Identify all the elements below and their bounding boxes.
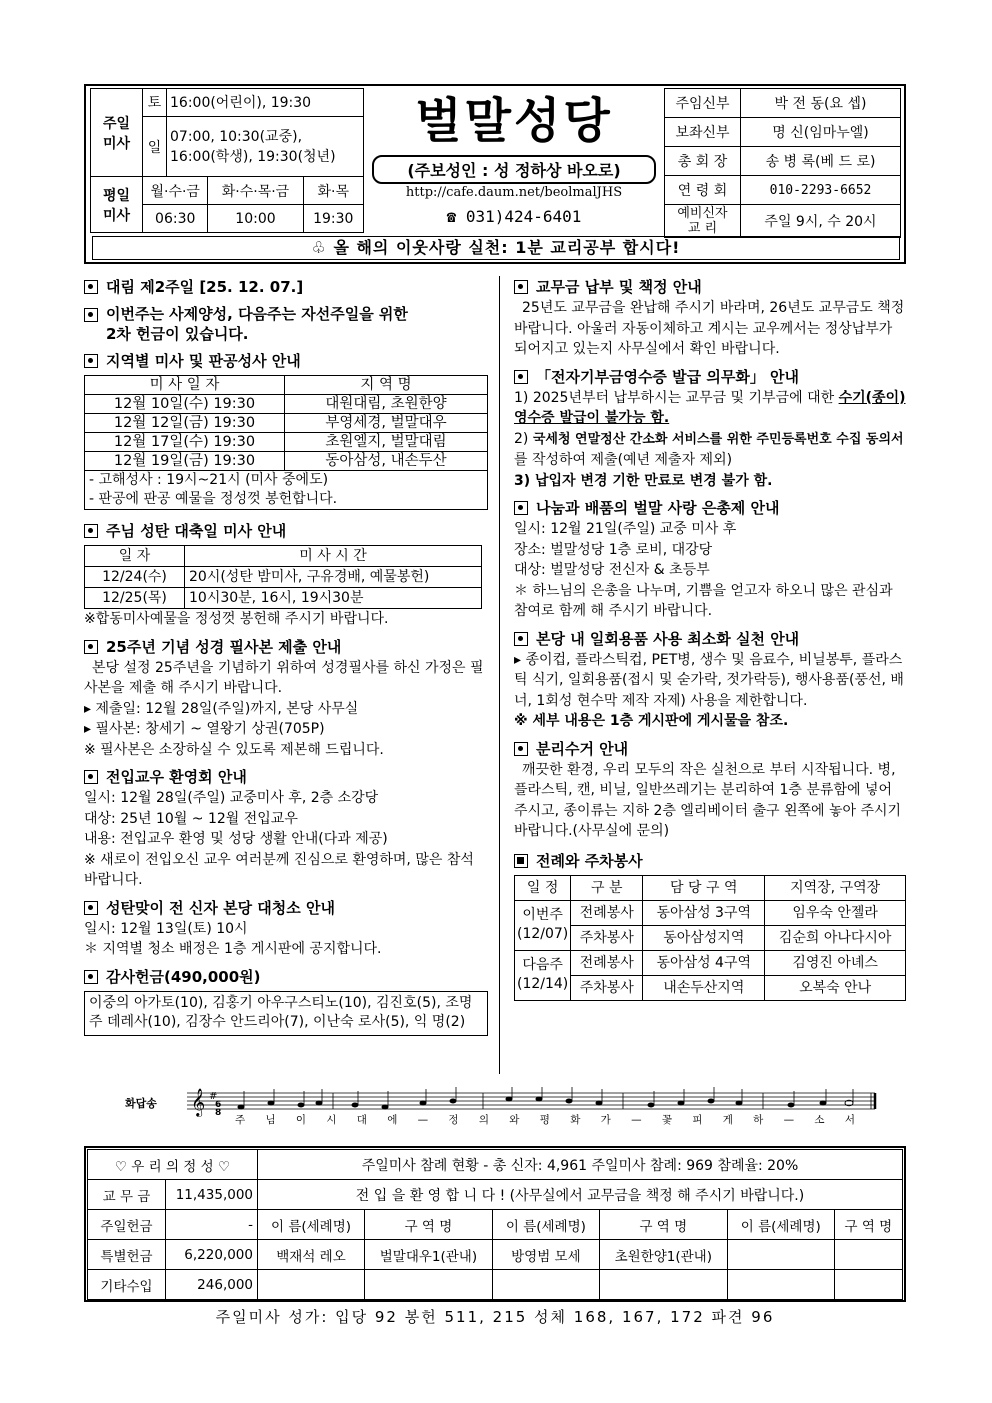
column-divider xyxy=(499,276,500,1074)
mass-schedule-table xyxy=(90,88,364,233)
disposable-note: ※ 세부 내용은 1층 게시판에 게시물을 참조. xyxy=(514,713,789,729)
cleaning-date: 일시: 12월 13일(토) 10시 xyxy=(84,920,248,937)
table-row xyxy=(85,588,482,609)
welcome-target: 대상: 25년 10월 ~ 12월 전입교우 xyxy=(84,810,298,827)
cell: 전례봉사 xyxy=(571,950,643,975)
disposable-title: 본당 내 일회용품 사용 최소화 실천 안내 xyxy=(536,629,800,648)
cell: 임우숙 안젤라 xyxy=(765,900,906,925)
left-column xyxy=(84,276,488,1036)
newcomer-cell: 초원한양1(관내) xyxy=(599,1240,727,1270)
newcomer-header: 이 름(세례명) xyxy=(258,1210,365,1240)
svg-text:6: 6 xyxy=(215,1100,222,1110)
newcomer-header: 이 름(세례명) xyxy=(492,1210,599,1240)
sun-times-line-1: 07:00, 10:30(교중), xyxy=(170,128,303,145)
receipt-2-text: 를 작성하여 제출(예년 제출자 제외) xyxy=(514,452,733,468)
table-row xyxy=(515,900,906,925)
recycle-heading xyxy=(514,738,906,760)
finance-value: 11,435,000 xyxy=(166,1180,258,1210)
welcome-content: 내용: 전입교우 환영 및 성당 생활 안내(다과 제공) xyxy=(84,831,388,847)
table-row xyxy=(85,433,488,452)
staff-name: 명 신(임마누엘) xyxy=(741,118,901,147)
cell: 12월 19일(금) 19:30 xyxy=(85,452,285,471)
newcomer-cell xyxy=(365,1270,493,1300)
sun-times-line-2: 16:00(학생), 19:30(청년) xyxy=(170,148,336,165)
cell: 전례봉사 xyxy=(571,900,643,925)
square-bullet-icon xyxy=(514,854,528,868)
receipt-item-2 xyxy=(514,429,906,471)
second-collection xyxy=(84,304,488,344)
table-row xyxy=(85,567,482,588)
psalm-lyrics: 주 님 이 시 대 에 — 정 의 와 평 화 가 — 꽃 피 게 하 — 소 서 xyxy=(235,1114,855,1126)
table-header: 일 정 xyxy=(515,875,571,900)
week-cell: 이번주 (12/07) xyxy=(515,900,571,950)
cell: 초원엘지, 벌말대림 xyxy=(285,433,488,452)
cell: 주차봉사 xyxy=(571,975,643,1000)
finance-label: 기타수입 xyxy=(88,1270,166,1300)
cell: 12/24(수) xyxy=(85,567,185,588)
thanks-heading xyxy=(84,966,488,988)
xmas-heading xyxy=(84,520,488,542)
cell: 12월 10일(수) 19:30 xyxy=(85,395,285,414)
bible-heading xyxy=(84,636,488,658)
cell: 동아삼성 4구역 xyxy=(643,950,765,975)
right-column xyxy=(514,276,906,1001)
hymn-numbers: 주일미사 성가: 입당 92 봉헌 511, 215 성체 168, 167, 172 파견 96 xyxy=(215,1308,775,1326)
advent-heading xyxy=(84,276,488,298)
dues-title: 교무금 납부 및 책정 안내 xyxy=(536,278,702,296)
staff-name: 박 전 동(요 셉) xyxy=(741,89,901,118)
service-table xyxy=(514,875,906,1001)
local-mass-title: 지역별 미사 및 판공성사 안내 xyxy=(106,352,301,370)
receipt-1-emphasis: 수기(종이) 영수증 발급이 불가능 함. xyxy=(514,389,906,426)
newcomer-header: 이 름(세례명) xyxy=(727,1210,834,1240)
welcome-message: 전 입 을 환 영 합 니 다 ! (사무실에서 교무금을 책정 해 주시기 바랍니다.) xyxy=(258,1180,903,1210)
cleaning-title: 성탄맞이 전 신자 본당 대청소 안내 xyxy=(106,898,335,917)
music-staff-icon xyxy=(123,1087,883,1127)
bible-deadline: ▸ 제출일: 12월 28일(주일)까지, 본당 사무실 xyxy=(84,700,359,717)
bullet-icon xyxy=(84,640,98,654)
offering-note: - 판공에 판공 예물을 정성껏 봉헌합니다. xyxy=(89,491,338,507)
bible-title: 25주년 기념 성경 필사본 제출 안내 xyxy=(106,637,342,656)
cell: 오복숙 안나 xyxy=(765,975,906,1000)
wd-day-1: 화·수·목·금 xyxy=(208,177,303,205)
phone-icon: ☎ xyxy=(446,207,457,226)
cell: 12월 12일(금) 19:30 xyxy=(85,414,285,433)
staff-table xyxy=(664,88,901,238)
staff-name: 010-2293-6652 xyxy=(741,176,901,205)
phone-number: 031)424-6401 xyxy=(465,207,582,226)
cafe-link[interactable]: http://cafe.daum.net/beolmalJHS xyxy=(405,185,623,200)
finance-label: 특별헌금 xyxy=(88,1240,166,1270)
svg-text:#: # xyxy=(209,1091,218,1102)
recycle-body: 깨끗한 환경, 우리 모두의 작은 실천으로 부터 시작됩니다. 병, 플라스틱, 캔, 비닐, 일반쓰레기는 분리하여 1층 분류함에 넣어 주시고, 종이류는 지하 2층 엘리베이터 출구 왼쪽에 놓아 주시기 바랍니다.(사무실에 문의) xyxy=(514,761,902,839)
svg-text:𝄞: 𝄞 xyxy=(191,1088,206,1116)
clover-icon: ♧ xyxy=(311,238,327,257)
responsorial-psalm-score xyxy=(123,1087,883,1127)
table-header: 일 자 xyxy=(85,546,185,567)
newcomer-cell xyxy=(834,1270,902,1300)
sun-times xyxy=(167,116,364,176)
week-cell: 다음주 (12/14) xyxy=(515,950,571,1000)
cell: 12월 17일(수) 19:30 xyxy=(85,433,285,452)
patron-saint: (주보성인 : 성 정하상 바오로) xyxy=(372,155,656,184)
bullet-icon xyxy=(514,501,528,515)
newcomer-cell xyxy=(727,1270,834,1300)
wd-time-2: 19:30 xyxy=(303,205,364,233)
bullet-icon xyxy=(514,280,528,294)
dues-heading xyxy=(514,276,906,298)
second-collection-text: 이번주는 사제양성, 다음주는 자선주일을 위한 2차 헌금이 있습니다. xyxy=(106,305,408,343)
svg-text:8: 8 xyxy=(215,1108,222,1118)
bullet-icon xyxy=(514,632,528,646)
cell: 동아삼성지역 xyxy=(643,925,765,950)
table-header: 지역장, 구역장 xyxy=(765,875,906,900)
cell: 내손두산지역 xyxy=(643,975,765,1000)
receipt-item-3: 3) 납입자 변경 기한 만료로 변경 불가 함. xyxy=(514,472,773,489)
welcome-note: ※ 새로이 전입오신 교우 여러분께 진심으로 환영하며, 많은 참석 바랍니다. xyxy=(84,851,474,888)
staff-role: 총 회 장 xyxy=(665,147,741,176)
table-header: 담 당 구 역 xyxy=(643,875,765,900)
bullet-icon xyxy=(84,770,98,784)
finance-label: 주일헌금 xyxy=(88,1210,166,1240)
local-notes xyxy=(84,471,488,510)
banner xyxy=(92,236,900,260)
wd-time-1: 10:00 xyxy=(208,205,303,233)
disposable-heading xyxy=(514,628,906,650)
bible-body: 본당 설정 25주년을 기념하기 위하여 성경필사를 하신 가정은 필사본을 제출 해 주시기 바랍니다. xyxy=(84,659,484,696)
finance-value: - xyxy=(166,1210,258,1240)
local-mass-table xyxy=(84,375,488,471)
bullet-icon xyxy=(84,970,98,984)
share-heading xyxy=(514,497,906,519)
bullet-icon xyxy=(84,280,98,294)
weekday-mass-label: 평일 미사 xyxy=(91,177,143,233)
bullet-icon xyxy=(84,901,98,915)
share-date: 일시: 12월 21일(주일) 교중 미사 후 xyxy=(514,521,737,537)
table-row xyxy=(85,414,488,433)
advent-text: 대림 제2주일 [25. 12. 07.] xyxy=(106,278,304,296)
confession-note: - 고해성사 : 19시~21시 (미사 중에도) xyxy=(89,472,329,488)
cleaning-heading xyxy=(84,897,488,919)
newcomer-cell xyxy=(492,1270,599,1300)
disposable-body: ▸ 종이컵, 플라스틱컵, PET병, 생수 및 음료수, 비닐봉투, 플라스틱 식기, 일회용품(접시 및 숟가락, 젓가락등), 행사용품(풍선, 배너, 1회성 현수막 제작 자제) 사용을 제한합니다. xyxy=(514,651,904,709)
newcomer-cell xyxy=(599,1270,727,1300)
table-row xyxy=(85,395,488,414)
our-offering-label: ♡ 우 리 의 정 성 ♡ xyxy=(88,1150,258,1180)
receipt-heading xyxy=(514,366,906,388)
cleaning-note: ＊ 지역별 청소 배정은 1층 게시판에 공지합니다. xyxy=(84,941,382,957)
thanks-title: 감사헌금(490,000원) xyxy=(106,967,261,986)
bullet-icon xyxy=(84,354,98,368)
dues-body: 25년도 교무금을 완납해 주시기 바라며, 26년도 교무금도 책정 바랍니다. 아울러 자동이체하고 계시는 교우께서는 정상납부가 되어지고 있는지 사무실에서 확인 바랍니다. xyxy=(514,300,905,357)
welcome-heading xyxy=(84,766,488,788)
cell: 대원대림, 초원한양 xyxy=(285,395,488,414)
staff-name: 주일 9시, 수 20시 xyxy=(741,205,901,238)
newcomer-header: 구 역 명 xyxy=(834,1210,902,1240)
receipt-2-prefix: 2) xyxy=(514,430,533,447)
table-header: 지 역 명 xyxy=(285,376,488,395)
newcomer-cell xyxy=(258,1270,365,1300)
bullet-icon xyxy=(514,742,528,756)
bible-range: ▸ 필사본: 창세기 ~ 열왕기 상권(705P) xyxy=(84,721,325,737)
church-phone xyxy=(366,207,662,226)
finance-label: 교 무 금 xyxy=(88,1180,166,1210)
share-target: 대상: 벌말성당 전신자 & 초등부 xyxy=(514,562,710,578)
banner-text: 올 해의 이웃사랑 실천: 1분 교리공부 합시다! xyxy=(333,238,681,257)
staff-role: 주임신부 xyxy=(665,89,741,118)
sun-label: 일 xyxy=(143,116,167,176)
wd-day-2: 화·목 xyxy=(303,177,364,205)
xmas-table xyxy=(84,545,482,609)
church-title: 벌말성당 xyxy=(415,93,613,149)
cell: 20시(성탄 밤미사, 구유경배, 예물봉헌) xyxy=(185,567,482,588)
receipt-2-emphasis: 국세청 연말정산 간소화 서비스를 위한 주민등록번호 수집 동의서 xyxy=(532,431,904,447)
staff-role: 연 령 회 xyxy=(665,176,741,205)
bullet-icon xyxy=(84,524,98,538)
xmas-title: 주님 성탄 대축일 미사 안내 xyxy=(106,522,287,540)
receipt-1-text: 1) 2025년부터 납부하시는 교무금 및 기부금에 대한 xyxy=(514,389,839,406)
wd-day-0: 월·수·금 xyxy=(143,177,208,205)
newcomer-header: 구 역 명 xyxy=(599,1210,727,1240)
serve-title: 전례와 주차봉사 xyxy=(536,851,643,870)
table-row xyxy=(515,925,906,950)
table-header: 구 분 xyxy=(571,875,643,900)
cell: 김영진 아녜스 xyxy=(765,950,906,975)
table-row xyxy=(515,975,906,1000)
newcomer-cell xyxy=(834,1240,902,1270)
staff-role: 보좌신부 xyxy=(665,118,741,147)
table-header: 미 사 시 간 xyxy=(185,546,482,567)
attendance-status: 주일미사 참례 현황 - 총 신자: 4,961 주일미사 참례: 969 참례율: 20% xyxy=(258,1150,903,1180)
receipt-title: 「전자기부금영수증 발급 의무화」 안내 xyxy=(536,367,800,386)
bible-note: ※ 필사본은 소장하실 수 있도록 제본해 드립니다. xyxy=(84,741,384,758)
cell: 동아삼성, 내손두산 xyxy=(285,452,488,471)
cell: 10시30분, 16시, 19시30분 xyxy=(185,588,482,609)
cell: 부영세경, 벌말대우 xyxy=(285,414,488,433)
xmas-note: ※합동미사예물을 정성껏 봉헌해 주시기 바랍니다. xyxy=(84,611,389,627)
share-title: 나눔과 배품의 벌말 사랑 은총제 안내 xyxy=(536,499,780,517)
sat-times: 16:00(어린이), 19:30 xyxy=(167,89,364,117)
share-note: ＊ 하느님의 은총을 나누며, 기쁨을 얻고자 하오니 많은 관심과 참여로 함께 해 주시기 바랍니다. xyxy=(514,582,893,619)
cell: 12/25(목) xyxy=(85,588,185,609)
finance-value: 6,220,000 xyxy=(166,1240,258,1270)
table-row xyxy=(85,452,488,471)
staff-role: 예비신자 교 리 xyxy=(665,205,741,238)
newcomer-header: 구 역 명 xyxy=(365,1210,493,1240)
share-place: 장소: 벌말성당 1층 로비, 대강당 xyxy=(514,541,713,558)
bullet-icon xyxy=(514,370,528,384)
cell: 동아삼성 3구역 xyxy=(643,900,765,925)
bullet-icon xyxy=(84,308,98,322)
sat-label: 토 xyxy=(143,89,167,117)
table-row xyxy=(515,950,906,975)
wd-time-0: 06:30 xyxy=(143,205,208,233)
newcomer-cell xyxy=(727,1240,834,1270)
cell: 주차봉사 xyxy=(571,925,643,950)
receipt-item-1 xyxy=(514,388,906,429)
sunday-mass-label: 주일 미사 xyxy=(91,89,143,177)
psalm-label: 화답송 xyxy=(125,1097,157,1110)
local-mass-heading xyxy=(84,350,488,372)
cell: 김순희 아나다시아 xyxy=(765,925,906,950)
serve-heading xyxy=(514,850,906,872)
recycle-title: 분리수거 안내 xyxy=(536,739,629,758)
staff-name: 송 병 록(베 드 로) xyxy=(741,147,901,176)
table-header: 미 사 일 자 xyxy=(85,376,285,395)
thanks-list: 이중의 아가토(10), 김홍기 아우구스티노(10), 김진호(5), 조명주 데레사(10), 김장수 안드리아(7), 이난숙 로사(5), 익 명(2) xyxy=(84,991,488,1036)
welcome-date: 일시: 12월 28일(주일) 교중미사 후, 2층 소강당 xyxy=(84,790,379,806)
finance-value: 246,000 xyxy=(166,1270,258,1300)
newcomer-cell: 방영범 모세 xyxy=(492,1240,599,1270)
newcomer-cell: 벌말대우1(관내) xyxy=(365,1240,493,1270)
welcome-title: 전입교우 환영회 안내 xyxy=(106,768,247,786)
newcomer-cell: 백재석 레오 xyxy=(258,1240,365,1270)
finance-table xyxy=(87,1149,903,1300)
